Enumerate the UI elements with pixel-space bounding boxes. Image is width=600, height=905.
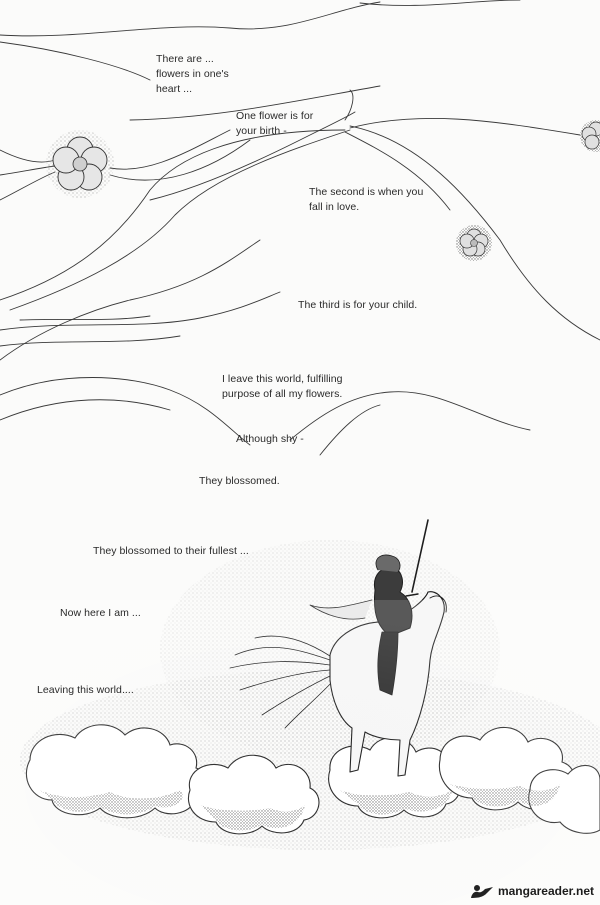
reader-logo-icon (469, 883, 495, 899)
caption-8: They blossomed to their fullest ... (93, 545, 249, 557)
flower-icon (580, 120, 600, 152)
caption-2: One flower is for your birth - (236, 110, 314, 137)
flower-icon (46, 130, 114, 198)
caption-5: I leave this world, fulfilling purpose of all my flowers. (222, 373, 343, 400)
watermark-text: mangareader.net (497, 884, 594, 898)
caption-1: There are ... flowers in one's heart ... (156, 53, 229, 95)
caption-4: The third is for your child. (298, 299, 418, 311)
flower-icon (456, 225, 492, 261)
caption-7: They blossomed. (199, 475, 280, 487)
caption-9: Now here I am ... (60, 607, 141, 619)
watermark (469, 883, 594, 899)
caption-10: Leaving this world.... (37, 684, 134, 696)
caption-6: Although shy - (236, 433, 304, 445)
caption-3: The second is when you fall in love. (309, 186, 424, 213)
